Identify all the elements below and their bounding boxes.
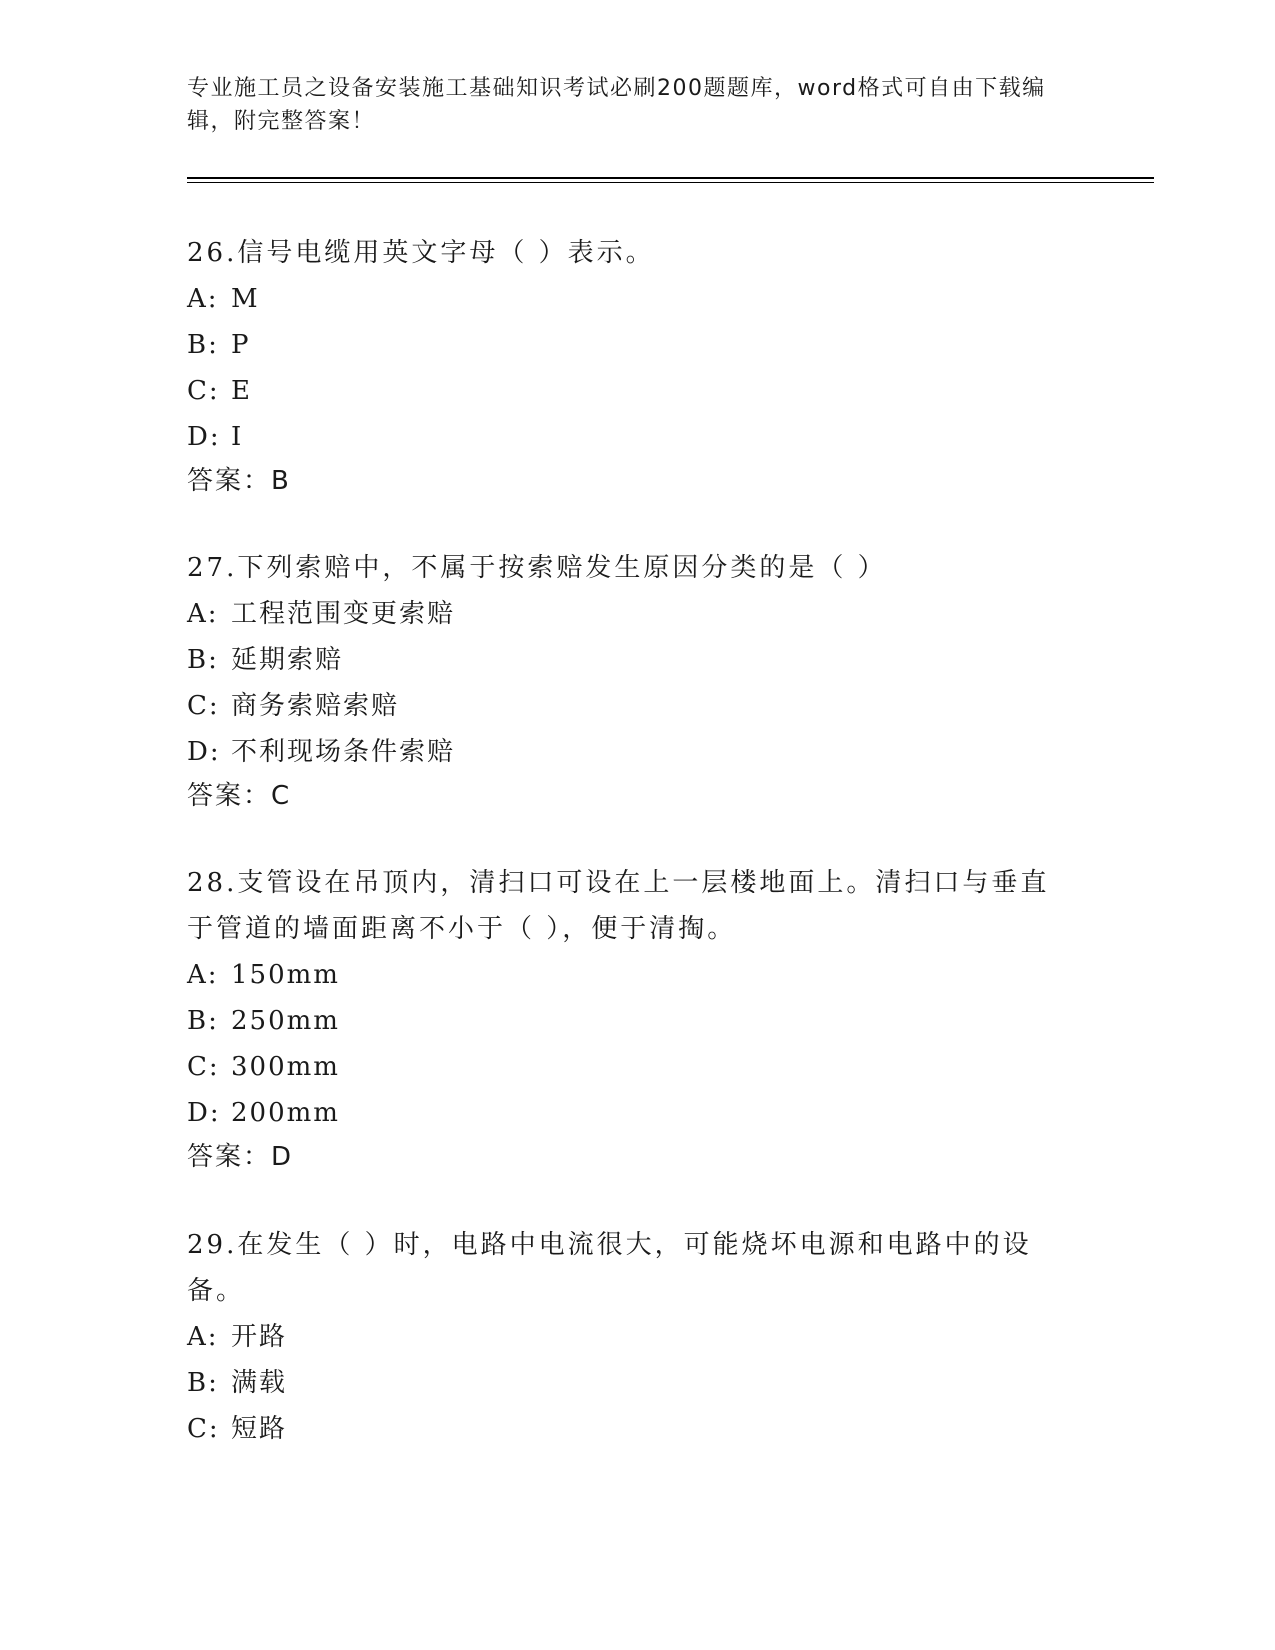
question-text: 28.支管设在吊顶内，清扫口可设在上一层楼地面上。清扫口与垂直于管道的墙面距离不小于（ ），便于清掏。 bbox=[187, 868, 1050, 944]
option-a bbox=[187, 591, 1087, 637]
question-28 bbox=[187, 860, 1087, 1178]
question-26 bbox=[187, 230, 1087, 502]
answer-label: 答案：D bbox=[187, 1142, 294, 1172]
question-text: 27.下列索赔中，不属于按索赔发生原因分类的是（ ） bbox=[187, 553, 887, 583]
option-d bbox=[187, 414, 1087, 460]
option-text: M bbox=[231, 284, 260, 314]
option-text: 250mm bbox=[231, 1006, 340, 1036]
option-a bbox=[187, 952, 1087, 998]
option-c bbox=[187, 368, 1087, 414]
option-letter: B: bbox=[187, 330, 219, 360]
header-divider-thin bbox=[187, 182, 1154, 183]
option-letter: A: bbox=[187, 599, 219, 629]
question-text: 26.信号电缆用英文字母（ ）表示。 bbox=[187, 238, 655, 268]
option-text: 150mm bbox=[231, 960, 340, 990]
option-a bbox=[187, 1314, 1087, 1360]
option-text: I bbox=[231, 422, 244, 452]
question-27 bbox=[187, 545, 1087, 817]
option-text: 开路 bbox=[231, 1322, 288, 1352]
option-d bbox=[187, 1090, 1087, 1136]
option-b bbox=[187, 1360, 1087, 1406]
option-letter: D: bbox=[187, 422, 221, 452]
option-text: 延期索赔 bbox=[231, 645, 344, 675]
option-text: E bbox=[231, 376, 252, 406]
option-text: 满载 bbox=[231, 1368, 288, 1398]
question-text: 29.在发生（ ）时，电路中电流很大，可能烧坏电源和电路中的设备。 bbox=[187, 1230, 1032, 1306]
option-b bbox=[187, 637, 1087, 683]
option-d bbox=[187, 729, 1087, 775]
option-b bbox=[187, 322, 1087, 368]
option-a bbox=[187, 276, 1087, 322]
document-header: 专业施工员之设备安装施工基础知识考试必刷200题题库，word格式可自由下载编辑，附完整答案！ bbox=[187, 76, 1046, 134]
option-text: 不利现场条件索赔 bbox=[231, 737, 456, 767]
option-letter: C: bbox=[187, 691, 220, 721]
option-text: P bbox=[231, 330, 251, 360]
answer-label: 答案：C bbox=[187, 781, 292, 811]
option-text: 工程范围变更索赔 bbox=[231, 599, 456, 629]
option-b bbox=[187, 998, 1087, 1044]
option-letter: A: bbox=[187, 284, 219, 314]
option-c bbox=[187, 1406, 1087, 1452]
option-letter: D: bbox=[187, 737, 221, 767]
option-text: 商务索赔索赔 bbox=[231, 691, 400, 721]
option-text: 200mm bbox=[231, 1098, 340, 1128]
option-letter: A: bbox=[187, 960, 219, 990]
option-letter: D: bbox=[187, 1098, 221, 1128]
option-text: 300mm bbox=[231, 1052, 340, 1082]
option-letter: B: bbox=[187, 1006, 219, 1036]
option-c bbox=[187, 683, 1087, 729]
option-text: 短路 bbox=[231, 1414, 288, 1444]
answer-label: 答案：B bbox=[187, 466, 291, 496]
option-letter: C: bbox=[187, 1052, 220, 1082]
option-letter: B: bbox=[187, 645, 219, 675]
question-29 bbox=[187, 1222, 1087, 1452]
option-letter: A: bbox=[187, 1322, 219, 1352]
header-divider bbox=[187, 177, 1154, 179]
option-letter: C: bbox=[187, 376, 220, 406]
option-letter: B: bbox=[187, 1368, 219, 1398]
option-letter: C: bbox=[187, 1414, 220, 1444]
option-c bbox=[187, 1044, 1087, 1090]
